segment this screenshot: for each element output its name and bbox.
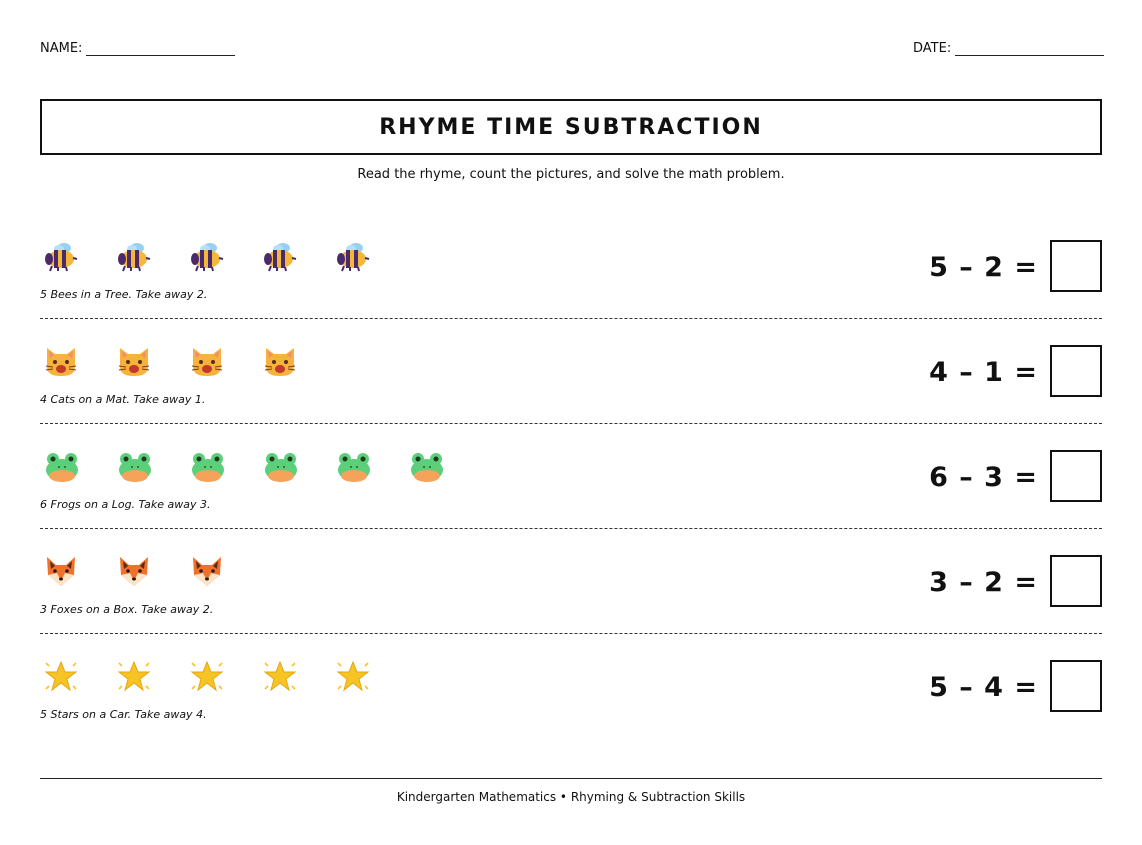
date-field xyxy=(913,41,1104,56)
answer-box[interactable] xyxy=(1050,240,1102,292)
cat-icon xyxy=(186,345,259,385)
rhyme-text: 5 Bees in a Tree. Take away 2. xyxy=(40,288,208,301)
fox-icon xyxy=(186,555,259,595)
star-icon xyxy=(332,660,405,700)
cat-icon xyxy=(40,345,113,385)
cat-icon xyxy=(113,345,186,385)
name-blank-line[interactable] xyxy=(86,42,235,56)
frog-icon xyxy=(332,450,405,490)
frog-icon xyxy=(259,450,332,490)
bee-icon xyxy=(332,240,405,280)
name-label: NAME: xyxy=(40,41,83,56)
picture-group xyxy=(40,345,332,385)
answer-box[interactable] xyxy=(1050,345,1102,397)
equation: 3 – 2 = xyxy=(929,567,1038,598)
star-icon xyxy=(259,660,332,700)
bee-icon xyxy=(259,240,332,280)
footer-text: Kindergarten Mathematics • Rhyming & Subtraction Skills xyxy=(396,790,746,804)
bee-icon xyxy=(113,240,186,280)
name-field xyxy=(40,41,235,56)
footer-divider xyxy=(40,778,1102,779)
bee-icon xyxy=(186,240,259,280)
rhyme-text: 3 Foxes on a Box. Take away 2. xyxy=(40,603,214,616)
equation: 6 – 3 = xyxy=(929,462,1038,493)
problem-row xyxy=(40,345,1102,424)
worksheet-title: RHYME TIME SUBTRACTION xyxy=(379,114,763,140)
frog-icon xyxy=(186,450,259,490)
star-icon xyxy=(186,660,259,700)
problem-row xyxy=(40,555,1102,634)
picture-group xyxy=(40,240,405,280)
title-box xyxy=(40,99,1102,155)
picture-group xyxy=(40,660,405,700)
problem-row xyxy=(40,450,1102,529)
star-icon xyxy=(113,660,186,700)
equation: 5 – 2 = xyxy=(929,252,1038,283)
cat-icon xyxy=(259,345,332,385)
problem-row xyxy=(40,660,1102,765)
date-label: DATE: xyxy=(913,41,952,56)
fox-icon xyxy=(113,555,186,595)
fox-icon xyxy=(40,555,113,595)
picture-group xyxy=(40,555,259,595)
equation: 4 – 1 = xyxy=(929,357,1038,388)
bee-icon xyxy=(40,240,113,280)
frog-icon xyxy=(405,450,478,490)
rhyme-text: 4 Cats on a Mat. Take away 1. xyxy=(40,393,206,406)
equation: 5 – 4 = xyxy=(929,672,1038,703)
instructions: Read the rhyme, count the pictures, and solve the math problem. xyxy=(357,167,785,182)
rhyme-text: 5 Stars on a Car. Take away 4. xyxy=(40,708,207,721)
rhyme-text: 6 Frogs on a Log. Take away 3. xyxy=(40,498,211,511)
answer-box[interactable] xyxy=(1050,660,1102,712)
answer-box[interactable] xyxy=(1050,450,1102,502)
answer-box[interactable] xyxy=(1050,555,1102,607)
picture-group xyxy=(40,450,478,490)
star-icon xyxy=(40,660,113,700)
frog-icon xyxy=(40,450,113,490)
frog-icon xyxy=(113,450,186,490)
problem-row xyxy=(40,240,1102,319)
date-blank-line[interactable] xyxy=(955,42,1104,56)
